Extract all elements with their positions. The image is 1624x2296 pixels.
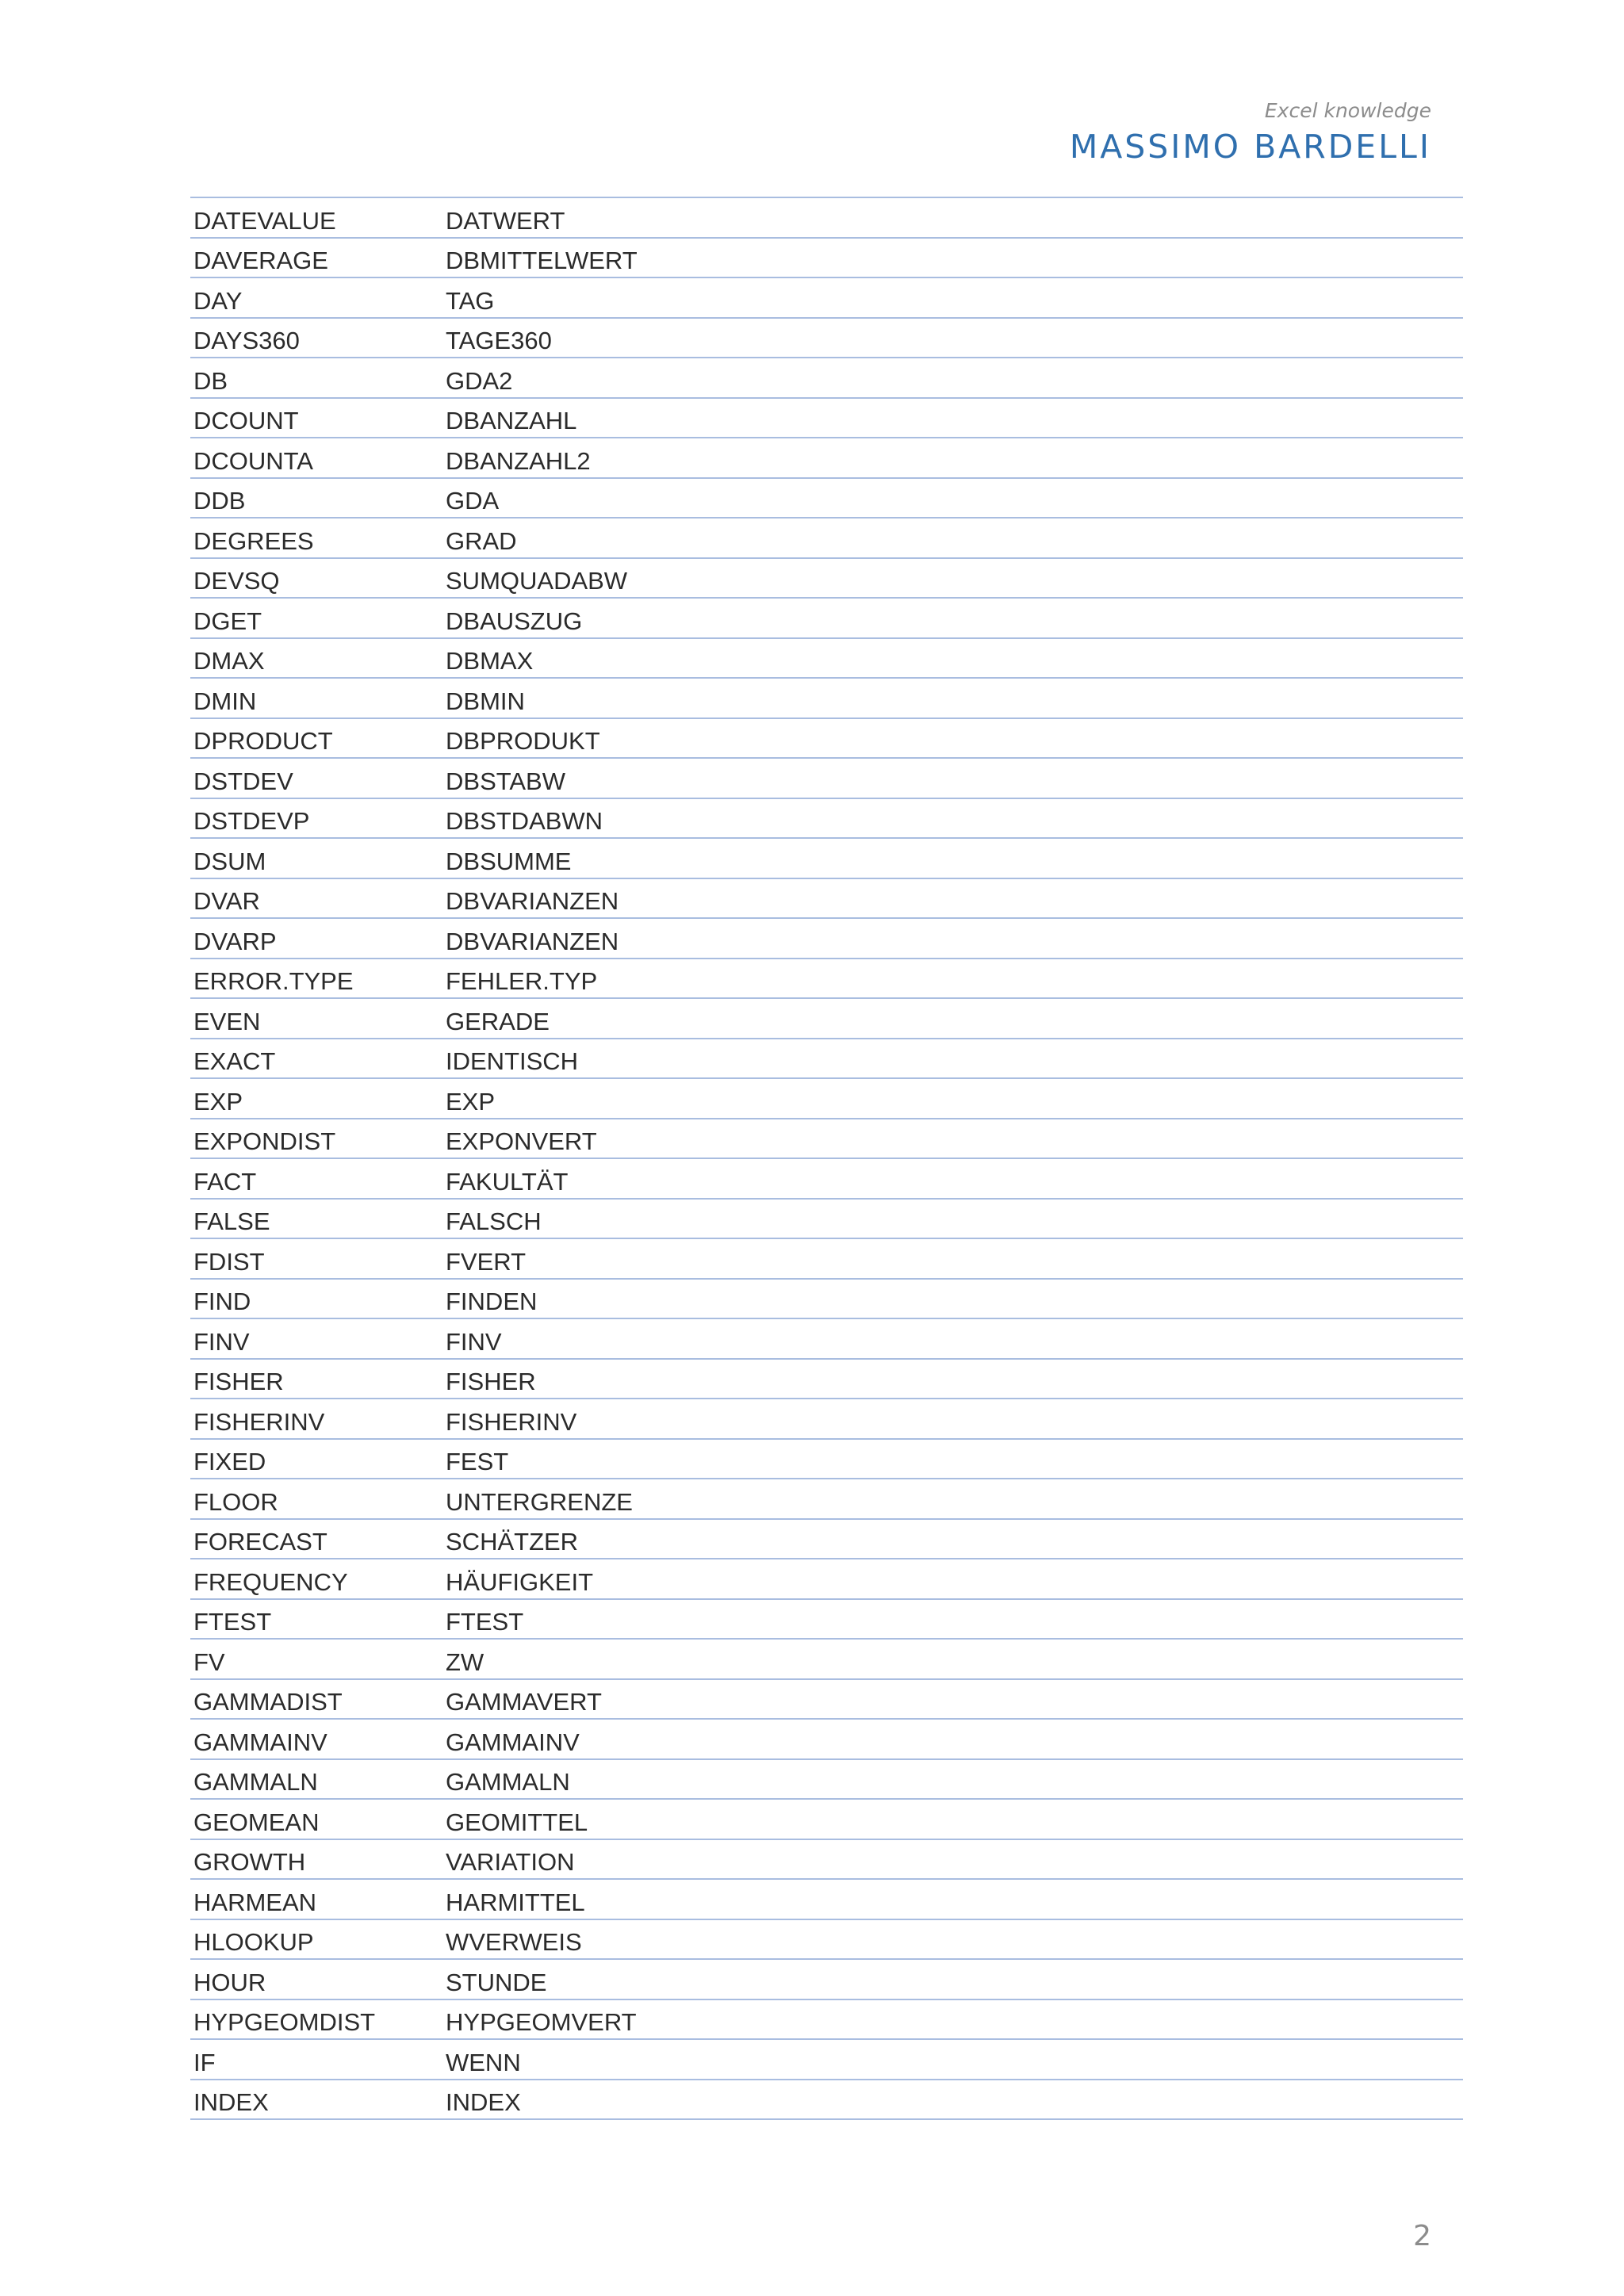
table-row [190, 1680, 1463, 1720]
english-function-name: DSTDEV [193, 767, 293, 795]
german-function-name: DBAUSZUG [446, 607, 583, 635]
german-function-name: GRAD [446, 526, 517, 555]
table-row [190, 1600, 1463, 1640]
german-function-name: ZW [446, 1647, 485, 1676]
german-function-name: DBANZAHL [446, 407, 577, 434]
german-function-name: FEHLER.TYP [446, 967, 598, 995]
german-function-name: DATWERT [446, 206, 565, 235]
table-row [190, 1440, 1463, 1480]
english-function-name: HARMEAN [193, 1888, 317, 1916]
english-function-name: FDIST [193, 1247, 265, 1276]
german-function-name: FALSCH [446, 1207, 542, 1235]
english-function-name: EXPONDIST [193, 1127, 336, 1155]
english-function-name: IF [193, 2048, 216, 2076]
table-row [190, 999, 1463, 1039]
english-function-name: DMAX [193, 647, 265, 675]
table-row [190, 559, 1463, 599]
english-function-name: DAYS360 [193, 327, 300, 354]
table-row [190, 1239, 1463, 1280]
table-row [190, 1720, 1463, 1760]
table-row [190, 1479, 1463, 1520]
table-row [190, 1399, 1463, 1440]
table-row [190, 1079, 1463, 1119]
table-row [190, 1920, 1463, 1961]
english-function-name: DMIN [193, 687, 257, 715]
german-function-name: DBMIN [446, 687, 525, 715]
german-function-name: FTEST [446, 1608, 524, 1636]
table-row [190, 1280, 1463, 1320]
english-function-name: ERROR.TYPE [193, 967, 354, 995]
english-function-name: DPRODUCT [193, 727, 333, 755]
german-function-name: SCHÄTZER [446, 1528, 579, 1556]
table-row [190, 639, 1463, 679]
table-row [190, 919, 1463, 959]
english-function-name: DAVERAGE [193, 247, 328, 274]
table-row [190, 1159, 1463, 1200]
table-row [190, 759, 1463, 799]
english-function-name: GEOMEAN [193, 1808, 320, 1836]
english-function-name: GROWTH [193, 1848, 306, 1876]
function-translation-table [190, 197, 1463, 2120]
english-function-name: DGET [193, 607, 262, 635]
german-function-name: FVERT [446, 1247, 527, 1276]
table-row [190, 278, 1463, 319]
german-function-name: FEST [446, 1448, 509, 1475]
table-row [190, 679, 1463, 719]
english-function-name: GAMMADIST [193, 1688, 343, 1716]
english-function-name: EXACT [193, 1047, 276, 1075]
german-function-name: DBSTABW [446, 767, 565, 795]
english-function-name: HLOOKUP [193, 1928, 314, 1956]
german-function-name: VARIATION [446, 1848, 575, 1876]
table-row [190, 1840, 1463, 1881]
german-function-name: EXPONVERT [446, 1127, 597, 1155]
english-function-name: DVAR [193, 887, 260, 915]
table-row [190, 959, 1463, 1000]
english-function-name: DSUM [193, 847, 266, 875]
english-function-name: FISHERINV [193, 1407, 325, 1436]
german-function-name: STUNDE [446, 1968, 547, 1996]
german-function-name: DBVARIANZEN [446, 887, 619, 915]
page-number: 2 [1413, 2220, 1431, 2252]
english-function-name: EVEN [193, 1007, 261, 1035]
table-row [190, 1200, 1463, 1240]
english-function-name: FREQUENCY [193, 1567, 348, 1596]
english-function-name: INDEX [193, 2088, 269, 2116]
german-function-name: HYPGEOMVERT [446, 2008, 637, 2036]
table-row [190, 1039, 1463, 1080]
german-function-name: FAKULTÄT [446, 1167, 569, 1196]
table-row [190, 1559, 1463, 1600]
english-function-name: FV [193, 1647, 225, 1676]
table-row [190, 198, 1463, 239]
german-function-name: TAGE360 [446, 327, 552, 354]
german-function-name: DBPRODUKT [446, 727, 600, 755]
table-row [190, 799, 1463, 840]
table-row [190, 1319, 1463, 1360]
english-function-name: EXP [193, 1087, 243, 1115]
german-function-name: GDA2 [446, 366, 513, 395]
english-function-name: FTEST [193, 1608, 272, 1636]
german-function-name: DBMAX [446, 647, 534, 675]
german-function-name: DBSUMME [446, 847, 572, 875]
german-function-name: DBANZAHL2 [446, 446, 591, 475]
german-function-name: GAMMAINV [446, 1728, 580, 1756]
german-function-name: FINDEN [446, 1288, 538, 1315]
german-function-name: EXP [446, 1087, 496, 1115]
english-function-name: DATEVALUE [193, 206, 336, 235]
german-function-name: HARMITTEL [446, 1888, 585, 1916]
english-function-name: GAMMALN [193, 1768, 318, 1796]
german-function-name: GAMMAVERT [446, 1688, 602, 1716]
english-function-name: HOUR [193, 1968, 266, 1996]
english-function-name: FIXED [193, 1448, 266, 1475]
english-function-name: FORECAST [193, 1528, 327, 1556]
table-row [190, 1119, 1463, 1160]
german-function-name: INDEX [446, 2088, 521, 2116]
table-row [190, 839, 1463, 879]
page-header [1070, 95, 1431, 166]
german-function-name: GEOMITTEL [446, 1808, 588, 1836]
table-row [190, 2040, 1463, 2080]
english-function-name: DEGREES [193, 526, 314, 555]
english-function-name: FLOOR [193, 1487, 278, 1516]
table-row [190, 2080, 1463, 2121]
table-row [190, 1520, 1463, 1560]
german-function-name: WENN [446, 2048, 521, 2076]
english-function-name: DVARP [193, 927, 277, 955]
header-subtitle: Excel knowledge [1264, 99, 1431, 122]
english-function-name: FIND [193, 1288, 251, 1315]
english-function-name: DB [193, 366, 228, 395]
table-row [190, 1760, 1463, 1800]
german-function-name: DBMITTELWERT [446, 247, 638, 274]
table-row [190, 719, 1463, 760]
german-function-name: FISHER [446, 1368, 536, 1395]
english-function-name: FISHER [193, 1368, 284, 1395]
table-row [190, 879, 1463, 920]
english-function-name: DDB [193, 487, 246, 515]
german-function-name: FINV [446, 1327, 502, 1356]
table-row [190, 479, 1463, 519]
german-function-name: FISHERINV [446, 1407, 577, 1436]
table-row [190, 1960, 1463, 2000]
table-row [190, 1800, 1463, 1840]
header-title: MASSIMO BARDELLI [1069, 128, 1431, 166]
english-function-name: DAY [193, 286, 243, 315]
table-row [190, 599, 1463, 639]
english-function-name: FALSE [193, 1207, 270, 1235]
german-function-name: WVERWEIS [446, 1928, 582, 1956]
table-row [190, 1360, 1463, 1400]
table-row [190, 1640, 1463, 1680]
table-row [190, 2000, 1463, 2041]
table-row [190, 239, 1463, 279]
german-function-name: SUMQUADABW [446, 567, 628, 595]
table-row [190, 1880, 1463, 1920]
german-function-name: GDA [446, 487, 500, 515]
english-function-name: FACT [193, 1167, 257, 1196]
table-row [190, 438, 1463, 479]
german-function-name: IDENTISCH [446, 1047, 579, 1075]
german-function-name: UNTERGRENZE [446, 1487, 633, 1516]
english-function-name: DCOUNT [193, 407, 299, 434]
german-function-name: DBVARIANZEN [446, 927, 619, 955]
table-row [190, 519, 1463, 559]
table-row [190, 399, 1463, 439]
english-function-name: FINV [193, 1327, 250, 1356]
german-function-name: HÄUFIGKEIT [446, 1567, 594, 1596]
table-row [190, 358, 1463, 399]
german-function-name: TAG [446, 286, 495, 315]
german-function-name: GERADE [446, 1007, 550, 1035]
english-function-name: HYPGEOMDIST [193, 2008, 376, 2036]
english-function-name: DSTDEVP [193, 807, 310, 835]
english-function-name: DEVSQ [193, 567, 280, 595]
english-function-name: DCOUNTA [193, 446, 313, 475]
english-function-name: GAMMAINV [193, 1728, 327, 1756]
german-function-name: GAMMALN [446, 1768, 570, 1796]
table-row [190, 319, 1463, 359]
german-function-name: DBSTDABWN [446, 807, 603, 835]
